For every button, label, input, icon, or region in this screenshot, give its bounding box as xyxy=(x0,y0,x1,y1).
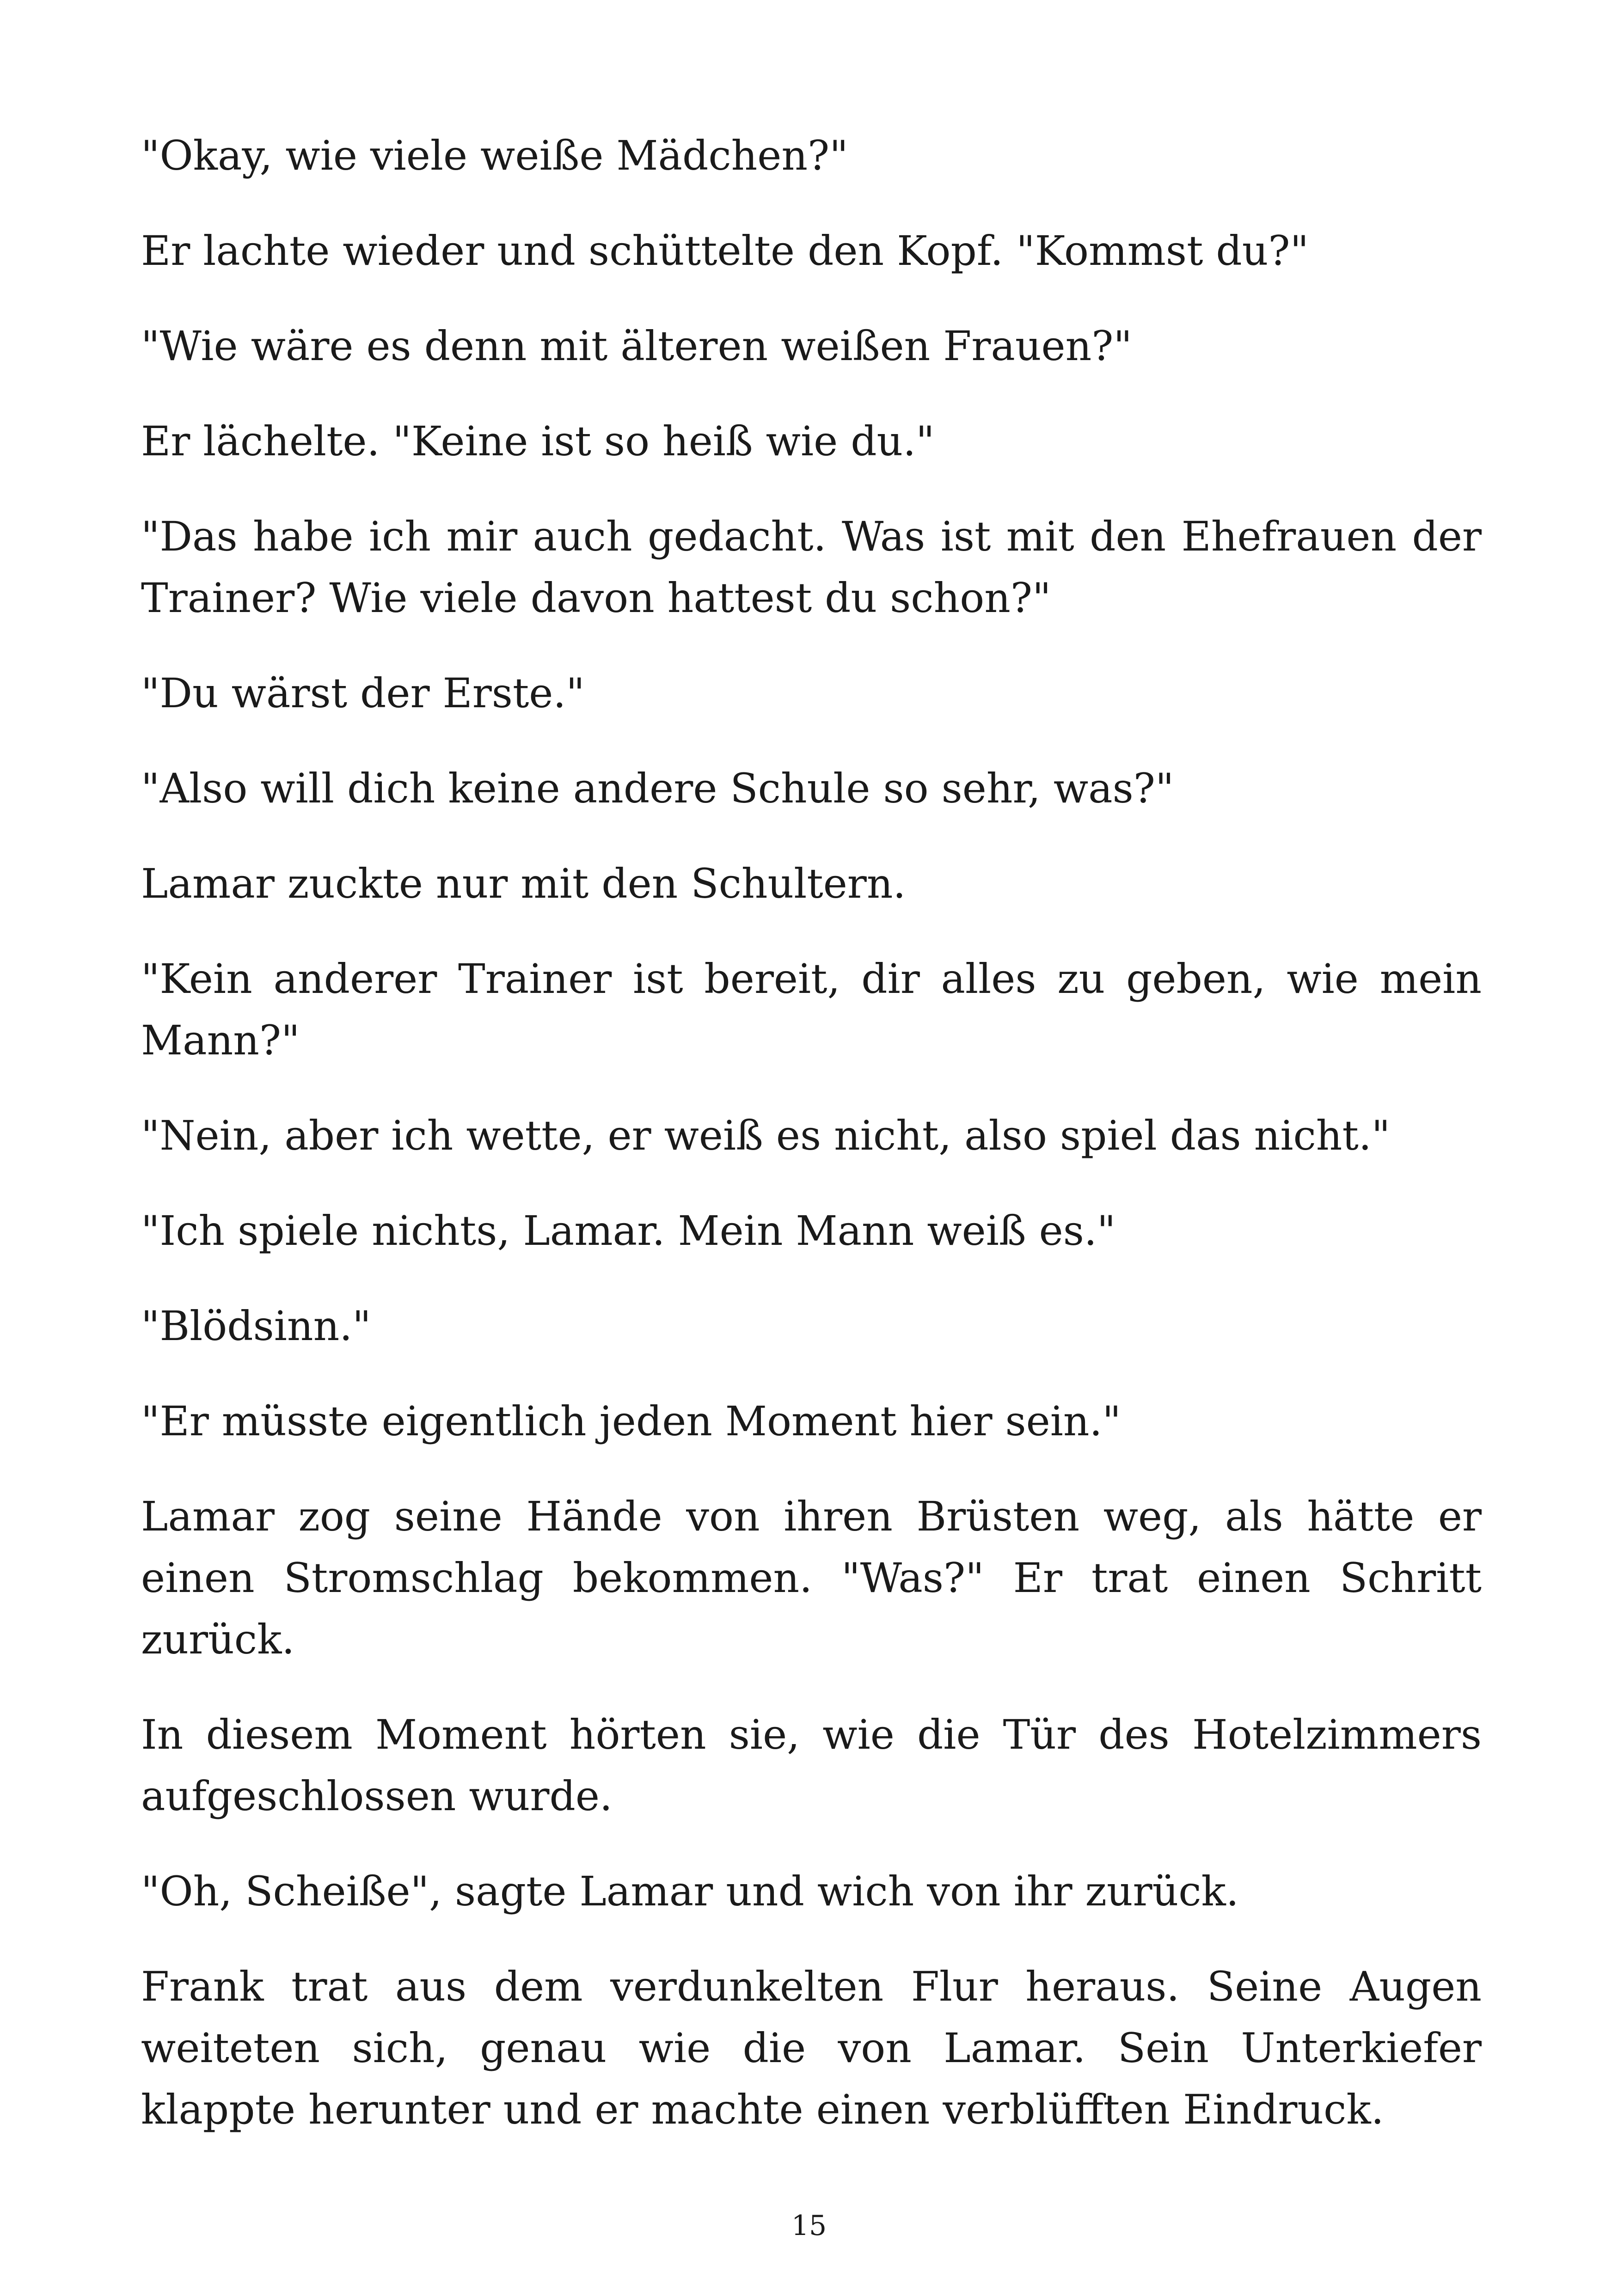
paragraph: "Kein anderer Trainer ist bereit, dir alles zu geben, wie mein Mann?" xyxy=(141,955,1482,1064)
paragraph: "Oh, Scheiße", sagte Lamar und wich von ihr zurück. xyxy=(141,1867,1239,1915)
paragraph: "Ich spiele nichts, Lamar. Mein Mann weiß es." xyxy=(141,1207,1116,1255)
paragraph: Er lachte wieder und schüttelte den Kopf. "Kommst du?" xyxy=(141,227,1309,275)
paragraph: "Also will dich keine andere Schule so sehr, was?" xyxy=(141,765,1174,812)
paragraph: Er lächelte. "Keine ist so heiß wie du." xyxy=(141,417,935,465)
paragraph: Lamar zog seine Hände von ihren Brüsten weg, als hätte er einen Stromschlag bekommen. "Was?" Er trat einen Schritt zurück. xyxy=(141,1493,1482,1663)
paragraph: "Nein, aber ich wette, er weiß es nicht, also spiel das nicht." xyxy=(141,1112,1391,1159)
page-number: 15 xyxy=(791,2210,827,2242)
paragraph: "Du wärst der Erste." xyxy=(141,669,585,717)
paragraph: "Er müsste eigentlich jeden Moment hier sein." xyxy=(141,1397,1121,1445)
paragraph: In diesem Moment hörten sie, wie die Tür des Hotelzimmers aufgeschlossen wurde. xyxy=(141,1711,1482,1820)
paragraph: Lamar zuckte nur mit den Schultern. xyxy=(141,860,906,907)
paragraph: Frank trat aus dem verdunkelten Flur heraus. Seine Augen weiteten sich, genau wie die von Lamar. Sein Unterkiefer klappte herunter und er machte einen verblüfften Eindruck. xyxy=(141,1963,1482,2133)
paragraph: "Okay, wie viele weiße Mädchen?" xyxy=(141,132,848,179)
paragraph: "Das habe ich mir auch gedacht. Was ist mit den Ehefrauen der Trainer? Wie viele davon hattest du schon?" xyxy=(141,513,1482,622)
body-text xyxy=(141,125,1482,2174)
paragraph: "Wie wäre es denn mit älteren weißen Frauen?" xyxy=(141,322,1132,370)
paragraph: "Blödsinn." xyxy=(141,1302,371,1350)
